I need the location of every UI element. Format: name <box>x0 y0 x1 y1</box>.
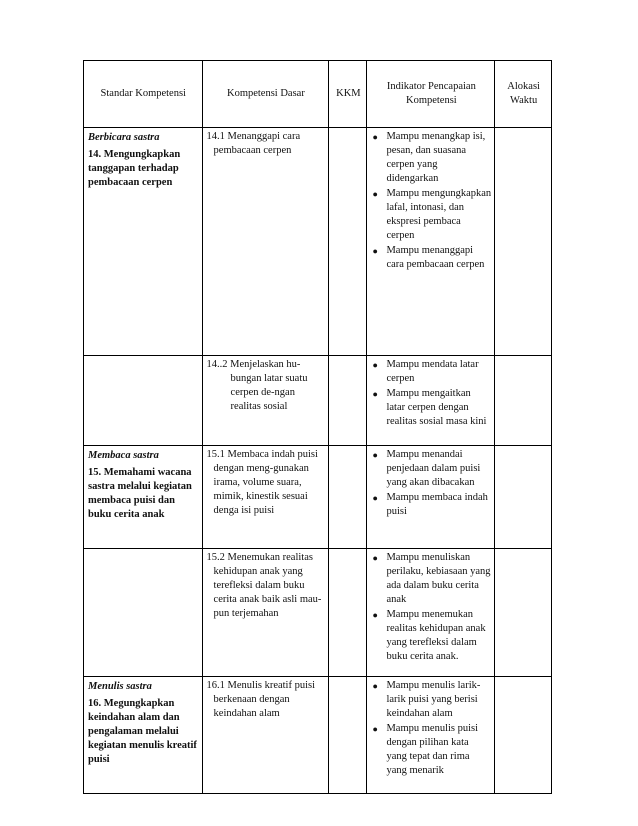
indikator-cell <box>367 549 495 677</box>
indicator-item <box>371 722 491 778</box>
bullet-icon: ● <box>372 132 378 142</box>
header-kompetensi-dasar: Kompetensi Dasar <box>202 61 329 128</box>
indicator-text: Mampu menulis larik-larik puisi yang berisi keindahan alam <box>386 680 481 719</box>
bullet-icon: ● <box>372 246 378 256</box>
indicator-list <box>371 448 491 519</box>
kkm-cell <box>329 128 367 356</box>
bullet-icon: ● <box>372 450 378 460</box>
standar-cell <box>84 549 203 677</box>
indicator-item <box>371 448 491 490</box>
header-alokasi-label: Alokasi Waktu <box>507 81 540 106</box>
bullet-icon: ● <box>372 360 378 370</box>
table-row <box>84 356 552 446</box>
kkm-cell <box>329 356 367 446</box>
bullet-icon: ● <box>372 610 378 620</box>
alokasi-cell <box>495 446 552 549</box>
indikator-cell <box>367 677 495 794</box>
indicator-text: Mampu membaca indah puisi <box>386 492 488 517</box>
indikator-cell <box>367 128 495 356</box>
syllabus-table <box>83 60 552 794</box>
indikator-cell <box>367 356 495 446</box>
table-row <box>84 549 552 677</box>
kkm-cell <box>329 549 367 677</box>
bullet-icon: ● <box>372 724 378 734</box>
alokasi-cell <box>495 356 552 446</box>
header-indikator <box>367 61 495 128</box>
kd-cell <box>202 549 329 677</box>
indicator-text: Mampu mendata latar cerpen <box>386 359 479 384</box>
kd-cell <box>202 677 329 794</box>
indicator-item <box>371 244 491 272</box>
kkm-cell <box>329 446 367 549</box>
indicator-text: Mampu menandai penjedaan dalam puisi yang akan dibacakan <box>386 449 481 488</box>
header-kkm: KKM <box>329 61 367 128</box>
indicator-text: Mampu mengungkapkan lafal, intonasi, dan ekspresi pembaca cerpen <box>386 188 492 241</box>
indicator-text: Mampu menuliskan perilaku, kebiasaan yang ada dalam buku cerita anak <box>386 552 491 605</box>
indicator-text: Mampu menulis puisi dengan pilihan kata yang tepat dan rima yang menarik <box>386 723 479 776</box>
sk-description: 15. Memahami wacana sastra melalui kegiatan membaca puisi dan buku cerita anak <box>88 467 192 520</box>
table-row <box>84 446 552 549</box>
kd-cell <box>202 356 329 446</box>
indicator-item <box>371 679 491 721</box>
alokasi-cell <box>495 128 552 356</box>
indicator-text: Mampu menangkap isi, pesan, dan suasana cerpen yang didengarkan <box>386 131 486 184</box>
indicator-item <box>371 358 491 386</box>
header-indikator-label: Indikator Pencapaian Kompetensi <box>386 81 476 106</box>
header-standar-kompetensi: Standar Kompetensi <box>84 61 203 128</box>
indicator-list <box>371 679 491 778</box>
bullet-icon: ● <box>372 681 378 691</box>
kkm-cell <box>329 677 367 794</box>
table-row <box>84 677 552 794</box>
indicator-list <box>371 551 491 664</box>
table-row <box>84 128 552 356</box>
indicator-list <box>371 130 491 272</box>
kd-text: 15.2 Menemukan realitas kehidupan anak yang terefleksi dalam buku cerita anak baik asli mau-pun terjemahan <box>206 552 322 619</box>
sk-description: 16. Megungkapkan keindahan alam dan pengalaman melalui kegiatan menulis kreatif puisi <box>88 698 197 765</box>
kd-text: 14..2 Menjelaskan hu-bungan latar suatu cerpen de-ngan realitas sosial <box>206 359 308 412</box>
standar-cell <box>84 356 203 446</box>
sk-description: 14. Mengungkapkan tanggapan terhadap pembacaan cerpen <box>88 149 181 188</box>
sk-title: Berbicara sastra <box>88 132 160 143</box>
indicator-item <box>371 130 491 186</box>
sk-title: Menulis sastra <box>88 681 152 692</box>
standar-cell <box>84 677 203 794</box>
standar-cell <box>84 446 203 549</box>
indicator-item <box>371 387 491 429</box>
kd-text: 15.1 Membaca indah puisi dengan meng-gunakan irama, volume suara, mimik, kinestik sesuai denga isi puisi <box>206 449 318 516</box>
bullet-icon: ● <box>372 189 378 199</box>
table-header-row <box>84 61 552 128</box>
header-alokasi-waktu <box>495 61 552 128</box>
bullet-icon: ● <box>372 553 378 563</box>
kd-text: 14.1 Menanggapi cara pembacaan cerpen <box>206 131 301 156</box>
alokasi-cell <box>495 549 552 677</box>
kd-text: 16.1 Menulis kreatif puisi berkenaan dengan keindahan alam <box>206 680 316 719</box>
indikator-cell <box>367 446 495 549</box>
alokasi-cell <box>495 677 552 794</box>
sk-title: Membaca sastra <box>88 450 159 461</box>
bullet-icon: ● <box>372 389 378 399</box>
indicator-item <box>371 491 491 519</box>
indicator-text: Mampu mengaitkan latar cerpen dengan realitas sosial masa kini <box>386 388 487 427</box>
standar-cell <box>84 128 203 356</box>
kd-cell <box>202 446 329 549</box>
kd-cell <box>202 128 329 356</box>
indicator-text: Mampu menemukan realitas kehidupan anak yang terefleksi dalam buku cerita anak. <box>386 609 486 662</box>
bullet-icon: ● <box>372 493 378 503</box>
indicator-item <box>371 551 491 607</box>
indicator-item <box>371 187 491 243</box>
indicator-text: Mampu menanggapi cara pembacaan cerpen <box>386 245 485 270</box>
indicator-list <box>371 358 491 429</box>
indicator-item <box>371 608 491 664</box>
